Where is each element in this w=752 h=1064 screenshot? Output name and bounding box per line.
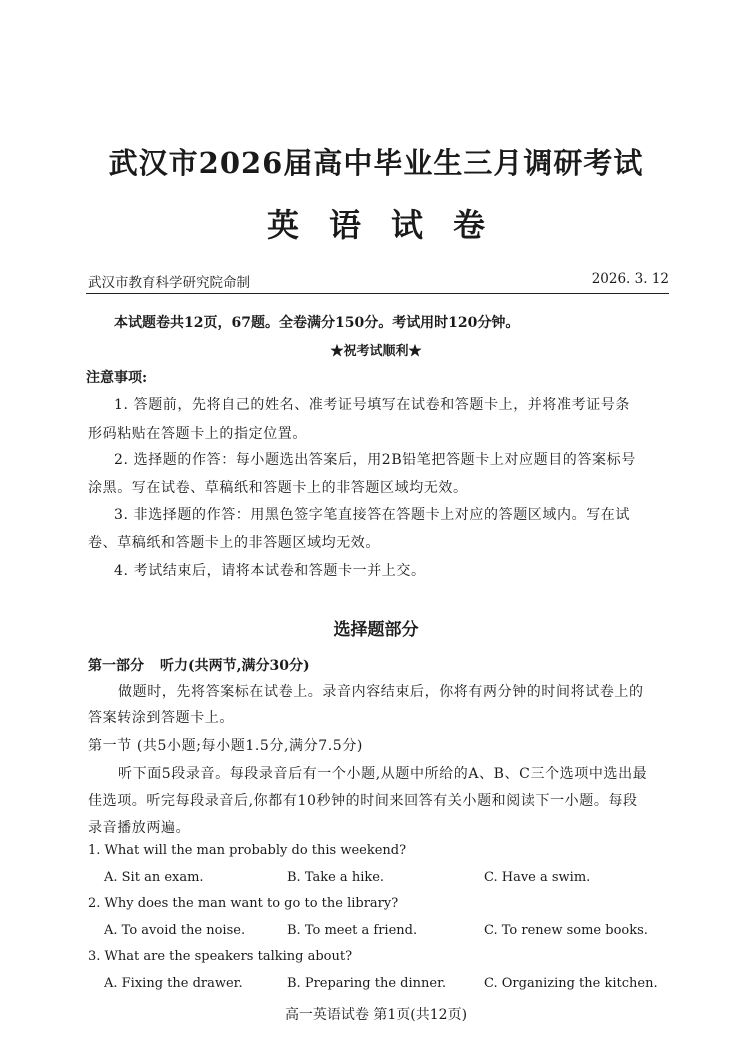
page-footer: 高一英语试卷 第1页(共12页) xyxy=(284,1007,468,1023)
notice-item-3-cont: 卷、草稿纸和答题卡上的非答题区域均无效。 xyxy=(88,535,380,551)
q1-option-a: A. Sit an exam. xyxy=(104,870,204,885)
exam-info: 本试题卷共12页，67题。全卷满分150分。考试用时120分钟。 xyxy=(114,315,520,331)
part1-instruction: 做题时，先将答案标在试卷上。录音内容结束后，你将有两分钟的时间将试卷上的 xyxy=(118,684,644,700)
q1-option-b: B. Take a hike. xyxy=(287,870,385,885)
question-3: 3. What are the speakers talking about? xyxy=(88,949,353,964)
author-text: 武汉市教育科学研究院命制 xyxy=(88,275,250,291)
part1-label: 第一部分 xyxy=(88,658,144,674)
notice-item-3: 3. 非选择题的作答：用黑色签字笔直接答在答题卡上对应的答题区域内。写在试 xyxy=(114,507,631,523)
question-2: 2. Why does the man want to go to the library? xyxy=(88,896,399,911)
notice-heading: 注意事项: xyxy=(86,370,148,386)
part1-heading xyxy=(88,655,310,675)
good-luck-text: ★祝考试顺利★ xyxy=(330,344,422,359)
q3-option-c: C. Organizing the kitchen. xyxy=(484,976,658,991)
section1-instruction: 听下面5段录音。每段录音后有一个小题,从题中所给的A、B、C三个选项中选出最 xyxy=(118,766,648,782)
q1-option-c: C. Have a swim. xyxy=(484,870,591,885)
part1-instruction-cont: 答案转涂到答题卡上。 xyxy=(88,710,234,726)
notice-item-1: 1. 答题前，先将自己的姓名、准考证号填写在试卷和答题卡上，并将准考证号条 xyxy=(114,397,631,413)
section1-heading: 第一节 (共5小题;每小题1.5分,满分7.5分) xyxy=(88,738,363,754)
section1-instruction-end: 录音播放两遍。 xyxy=(88,820,191,836)
section1-instruction-cont: 佳选项。听完每段录音后,你都有10秒钟的时间来回答有关小题和阅读下一小题。每段 xyxy=(88,793,638,809)
section-heading: 选择题部分 xyxy=(333,620,419,640)
q2-option-b: B. To meet a friend. xyxy=(287,923,418,938)
q2-option-c: C. To renew some books. xyxy=(484,923,648,938)
part1-desc: 听力(共两节,满分30分) xyxy=(160,658,310,674)
exam-title: 武汉市2026届高中毕业生三月调研考试 xyxy=(108,146,644,180)
notice-item-2-cont: 涂黑。写在试卷、草稿纸和答题卡上的非答题区域均无效。 xyxy=(88,480,468,496)
notice-item-2: 2. 选择题的作答：每小题选出答案后，用2B铅笔把答题卡上对应题目的答案标号 xyxy=(114,452,636,468)
q2-option-a: A. To avoid the noise. xyxy=(104,923,246,938)
q3-option-a: A. Fixing the drawer. xyxy=(104,976,243,991)
question-1: 1. What will the man probably do this weekend? xyxy=(88,843,407,858)
notice-item-1-cont: 形码粘贴在答题卡上的指定位置。 xyxy=(88,426,307,442)
header-divider xyxy=(86,293,669,294)
q3-option-b: B. Preparing the dinner. xyxy=(287,976,447,991)
notice-item-4: 4. 考试结束后，请将本试卷和答题卡一并上交。 xyxy=(114,563,426,579)
exam-subtitle: 英语试卷 xyxy=(266,206,515,244)
exam-date: 2026. 3. 12 xyxy=(591,271,669,287)
